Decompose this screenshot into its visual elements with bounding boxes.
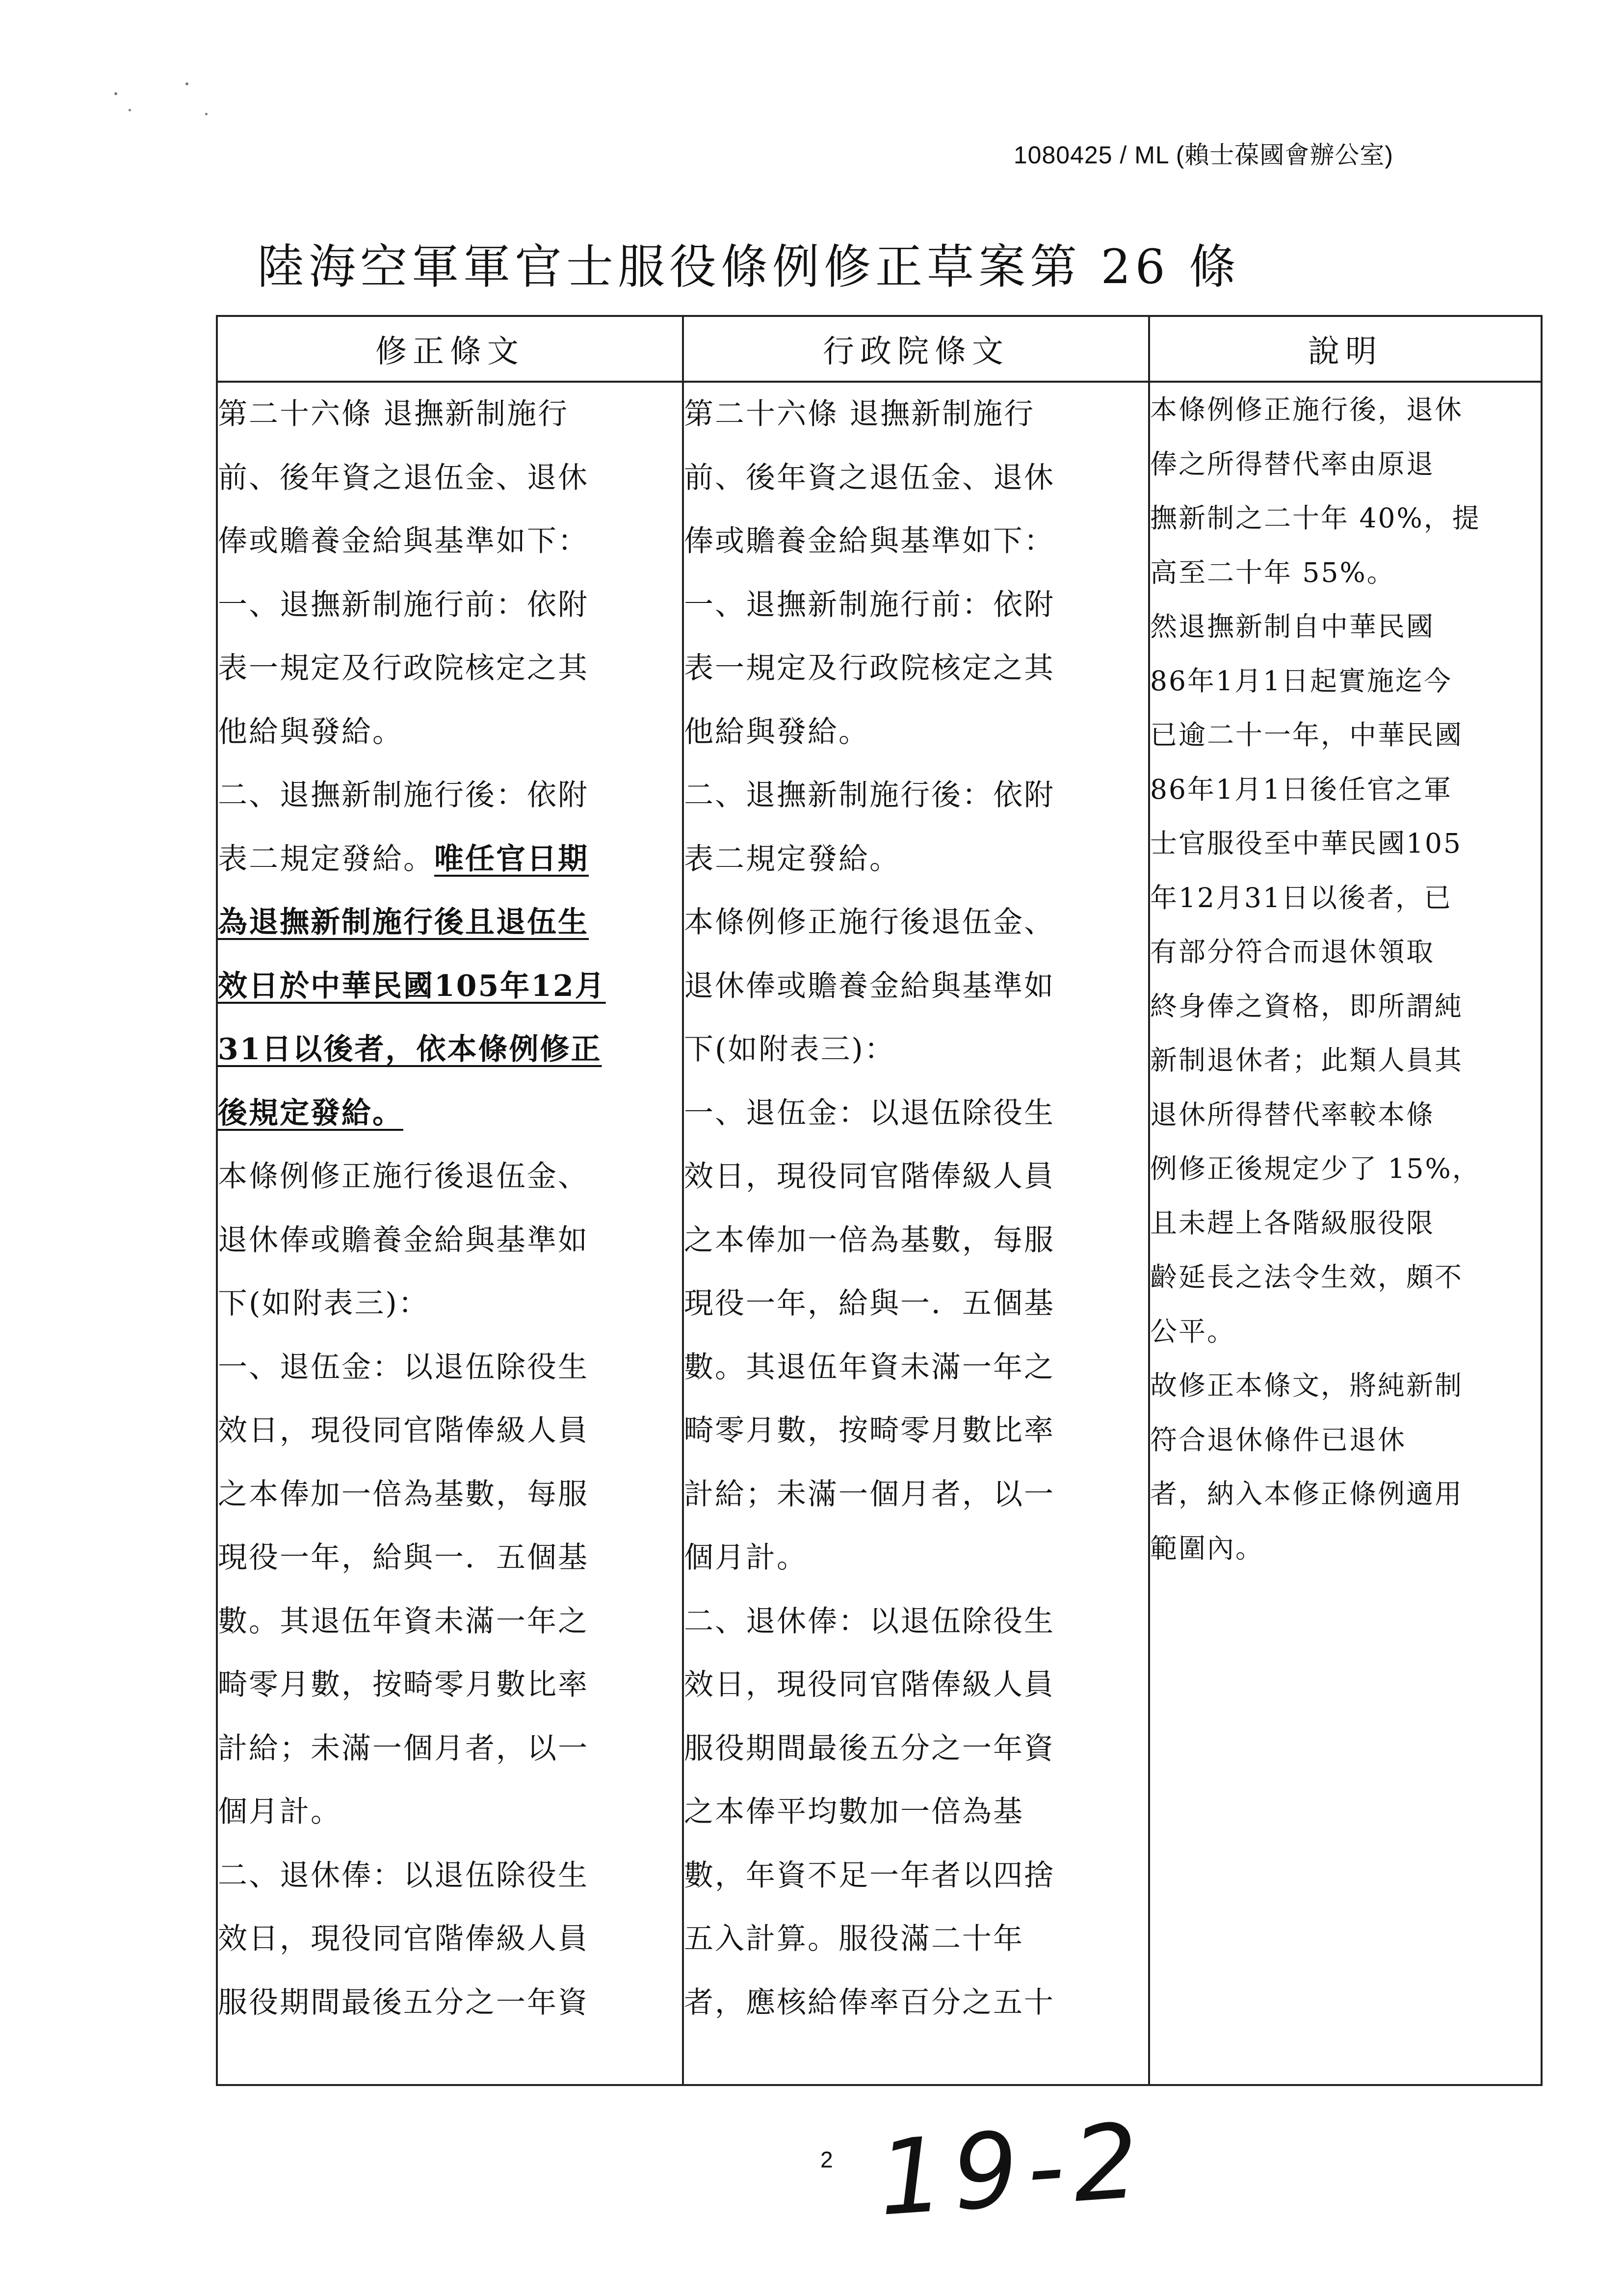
scan-speck (114, 92, 117, 95)
table-header-row (217, 316, 1542, 382)
text-line: 效日，現役同官階俸級人員 (218, 1922, 589, 1956)
text-line (218, 1082, 682, 1146)
header-executive-yuan-text: 行政院條文 (683, 316, 1149, 382)
text-line: 五入計算。服役滿二十年 (684, 1922, 1024, 1956)
comparison-table (216, 315, 1543, 2086)
text-line: 服役期間最後五分之一年資 (684, 1731, 1055, 1766)
text-line: 俸之所得替代率由原退 (1150, 448, 1435, 480)
text-line: 一、退伍金：以退伍除役生 (684, 1096, 1055, 1130)
emphasized-line: 效日於中華民國105年12月 (218, 968, 606, 1003)
text-line: 表一規定及行政院核定之其 (218, 651, 589, 685)
text-line: 現役一年，給與一．五個基 (218, 1540, 589, 1575)
text-line: 表一規定及行政院核定之其 (684, 651, 1055, 685)
text-line: 一、退撫新制施行前：依附 (218, 587, 589, 622)
scan-speck (129, 109, 131, 111)
text-line: 第二十六條 退撫新制施行 (218, 397, 569, 431)
text-line: 前、後年資之退伍金、退休 (684, 460, 1055, 495)
text-line: 本條例修正施行後退伍金、 (218, 1159, 589, 1194)
text-line: 二、退休俸：以退伍除役生 (218, 1858, 589, 1893)
handwritten-page-number: 19-2 (874, 2100, 1152, 2239)
text-line: 效日，現役同官階俸級人員 (684, 1159, 1055, 1194)
text-line (218, 828, 682, 891)
text-line: 效日，現役同官階俸級人員 (684, 1668, 1055, 1702)
text-line: 之本俸平均數加一倍為基 (684, 1795, 1024, 1829)
text-line: 故修正本條文，將純新制 (1150, 1370, 1464, 1401)
executive-yuan-text-column (683, 382, 1149, 2085)
text-line: 現役一年，給與一．五個基 (684, 1286, 1055, 1321)
document-reference: 1080425 / ML (賴士葆國會辦公室) (1013, 141, 1393, 169)
header-explanation: 說明 (1149, 316, 1542, 382)
text-line: 他給與發給。 (218, 714, 403, 749)
scan-speck (185, 82, 188, 85)
text-line: 表二規定發給。 (684, 841, 900, 876)
text-segment: 表二規定發給。 (218, 841, 434, 876)
scan-speck (205, 113, 208, 115)
text-line: 前、後年資之退伍金、退休 (218, 460, 589, 495)
document-title: 陸海空軍軍官士服役條例修正草案第 26 條 (257, 239, 1241, 294)
text-line: 撫新制之二十年 40%，提 (1150, 502, 1481, 534)
text-line: 本條例修正施行後，退休 (1150, 394, 1464, 425)
text-line: 數，年資不足一年者以四捨 (684, 1858, 1055, 1893)
text-line: 退休所得替代率較本條 (1150, 1098, 1435, 1130)
text-line: 他給與發給。 (684, 714, 869, 749)
emphasized-line: 為退撫新制施行後且退伍生 (218, 905, 589, 939)
text-line: 二、退撫新制施行後：依附 (684, 778, 1055, 812)
text-line: 士官服役至中華民國105 (1150, 828, 1462, 859)
text-line: 二、退休俸：以退伍除役生 (684, 1604, 1055, 1639)
text-line: 者，納入本修正條例適用 (1150, 1478, 1464, 1510)
text-line: 服役期間最後五分之一年資 (218, 1985, 589, 2020)
text-line: 一、退撫新制施行前：依附 (684, 587, 1055, 622)
text-line: 已逾二十一年，中華民國 (1150, 719, 1464, 751)
page-number: 2 (820, 2147, 833, 2172)
text-line: 計給；未滿一個月者，以一 (218, 1731, 589, 1766)
amended-text-column (217, 382, 683, 2085)
text-line: 新制退休者；此類人員其 (1150, 1044, 1464, 1076)
text-line: 本條例修正施行後退伍金、 (684, 905, 1055, 939)
text-line: 一、退伍金：以退伍除役生 (218, 1350, 589, 1384)
text-line: 86年1月1日起實施迄今 (1150, 665, 1452, 697)
text-line: 有部分符合而退休領取 (1150, 936, 1435, 967)
text-line: 例修正後規定少了 15%， (1150, 1153, 1481, 1184)
emphasized-text: 後規定發給。 (218, 1096, 403, 1130)
text-line: 然退撫新制自中華民國 (1150, 611, 1435, 642)
text-line: 畸零月數，按畸零月數比率 (218, 1668, 589, 1702)
text-line: 數。其退伍年資未滿一年之 (684, 1350, 1055, 1384)
text-line: 下(如附表三)： (684, 1032, 895, 1067)
text-line: 86年1月1日後任官之軍 (1150, 773, 1452, 805)
explanation-column (1149, 382, 1542, 2085)
text-line: 年12月31日以後者，已 (1150, 882, 1452, 913)
text-line: 計給；未滿一個月者，以一 (684, 1477, 1055, 1512)
text-line: 範圍內。 (1150, 1532, 1264, 1564)
text-line: 退休俸或贍養金給與基準如 (684, 968, 1055, 1003)
text-line: 且未趕上各階級服役限 (1150, 1207, 1435, 1239)
emphasized-text: 唯任官日期 (434, 841, 589, 876)
text-line: 退休俸或贍養金給與基準如 (218, 1223, 589, 1257)
text-line: 之本俸加一倍為基數，每服 (684, 1223, 1055, 1257)
text-line: 俸或贍養金給與基準如下： (684, 524, 1055, 558)
text-line: 俸或贍養金給與基準如下： (218, 524, 589, 558)
text-line: 第二十六條 退撫新制施行 (684, 397, 1035, 431)
text-line: 終身俸之資格，即所謂純 (1150, 990, 1464, 1022)
text-line: 者，應核給俸率百分之五十 (684, 1985, 1055, 2020)
text-line: 齡延長之法令生效，頗不 (1150, 1261, 1464, 1293)
text-line: 高至二十年 55%。 (1150, 556, 1395, 588)
text-line: 下(如附表三)： (218, 1286, 429, 1321)
text-line: 公平。 (1150, 1315, 1236, 1347)
text-line: 數。其退伍年資未滿一年之 (218, 1604, 589, 1639)
text-line: 效日，現役同官階俸級人員 (218, 1413, 589, 1448)
text-line: 個月計。 (218, 1795, 341, 1829)
header-amended-text: 修正條文 (217, 316, 683, 382)
text-line: 個月計。 (684, 1540, 808, 1575)
emphasized-line: 31日以後者，依本條例修正 (218, 1032, 602, 1067)
text-line: 之本俸加一倍為基數，每服 (218, 1477, 589, 1512)
table-body-row (217, 382, 1542, 2085)
text-line: 畸零月數，按畸零月數比率 (684, 1413, 1055, 1448)
text-line: 符合退休條件已退休 (1150, 1424, 1407, 1456)
text-line: 二、退撫新制施行後：依附 (218, 778, 589, 812)
